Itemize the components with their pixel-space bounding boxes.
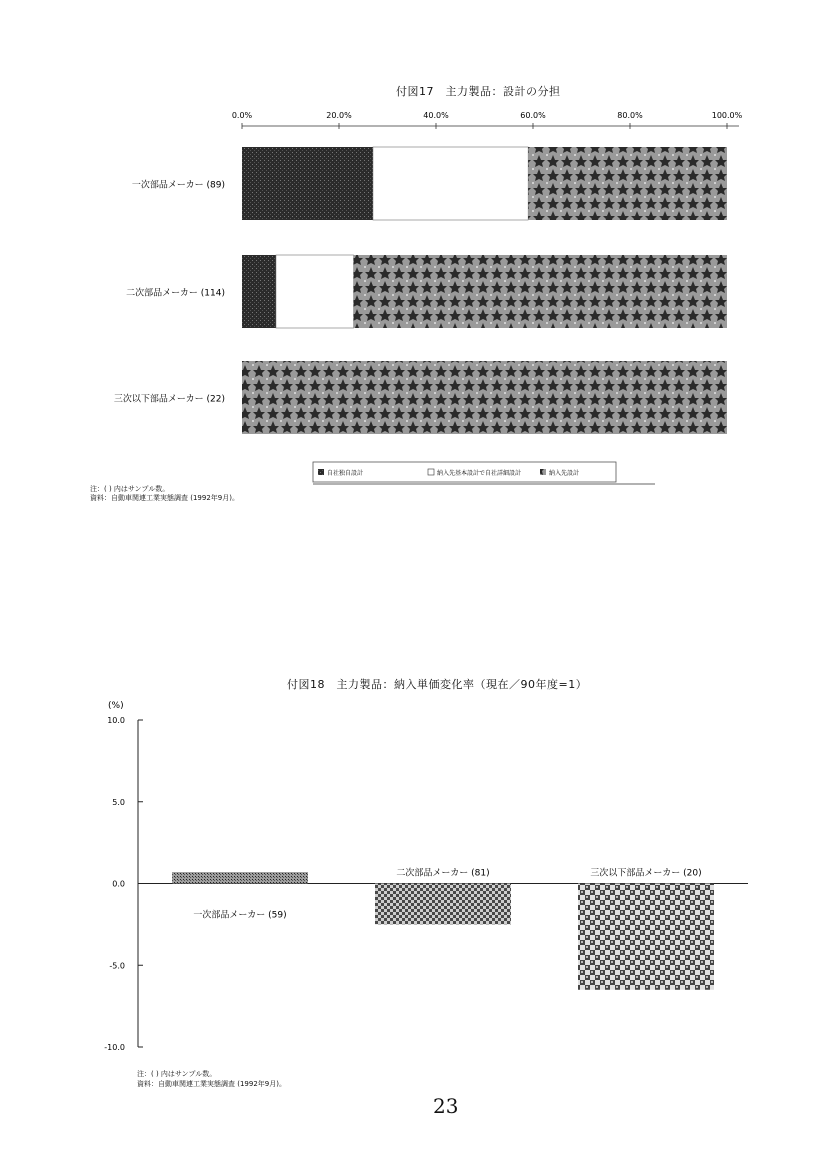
chart2-bar <box>172 872 308 883</box>
chart2-ylabel: (%) <box>108 701 124 711</box>
chart1-x-tick-label: 60.0% <box>520 111 546 120</box>
chart1-note-1: 資料：自動車関連工業実態調査 (1992年9月)。 <box>90 494 239 502</box>
legend-swatch-2 <box>540 469 546 475</box>
legend-label-2: 納入先設計 <box>549 470 580 477</box>
chart1-bar-segment <box>354 255 727 328</box>
chart2-category-label: 三次以下部品メーカー (20) <box>590 868 702 879</box>
chart1-note-0: 注：( ) 内はサンプル数。 <box>90 485 170 493</box>
chart1-x-tick-label: 20.0% <box>326 111 352 120</box>
chart1-title: 付図17 主力製品：設計の分担 <box>396 85 561 98</box>
chart1-category-label: 一次部品メーカー (89) <box>131 180 225 191</box>
chart1-bar-segment <box>242 361 727 434</box>
chart2-category-label: 一次部品メーカー (59) <box>193 910 287 921</box>
legend-label-1: 納入先基本設計で自社詳細設計 <box>437 470 522 477</box>
chart1-x-tick-label: 80.0% <box>617 111 643 120</box>
chart2-category-label: 二次部品メーカー (81) <box>396 868 490 879</box>
chart1-bar-segment <box>242 147 373 220</box>
legend-swatch-1 <box>428 469 434 475</box>
chart2-y-tick-label: 5.0 <box>112 797 125 807</box>
chart2-y-tick-label: 0.0 <box>112 879 125 889</box>
chart2-y-tick-label: -5.0 <box>109 961 125 971</box>
chart2-note-0: 注：( ) 内はサンプル数。 <box>137 1070 217 1078</box>
chart2-bar <box>578 884 714 990</box>
chart2-y-tick-label: 10.0 <box>107 716 125 725</box>
chart1-x-tick-label: 40.0% <box>423 111 449 120</box>
chart1-x-tick-label: 0.0% <box>231 111 253 120</box>
chart1-bar-segment <box>373 147 528 220</box>
chart2-y-tick-label: -10.0 <box>104 1043 125 1052</box>
chart1-category-label: 三次以下部品メーカー (22) <box>113 394 225 405</box>
chart1-bar-segment <box>242 255 276 328</box>
chart2-title: 付図18 主力製品：納入単価変化率（現在／90年度=1） <box>287 678 588 691</box>
page-number: 23 <box>433 1094 459 1118</box>
chart1-category-label: 二次部品メーカー (114) <box>126 288 225 299</box>
chart1-svg <box>0 0 827 520</box>
chart2-svg <box>0 690 827 1070</box>
chart1-bar-segment <box>528 147 727 220</box>
chart1-bar-segment <box>276 255 354 328</box>
chart2-note-1: 資料：自動車関連工業実態調査 (1992年9月)。 <box>137 1080 286 1088</box>
chart2-bar <box>375 884 511 925</box>
legend-label-0: 自社独自設計 <box>327 470 364 477</box>
chart1-x-tick-label: 100.0% <box>711 111 743 120</box>
legend-swatch-0 <box>318 469 324 475</box>
